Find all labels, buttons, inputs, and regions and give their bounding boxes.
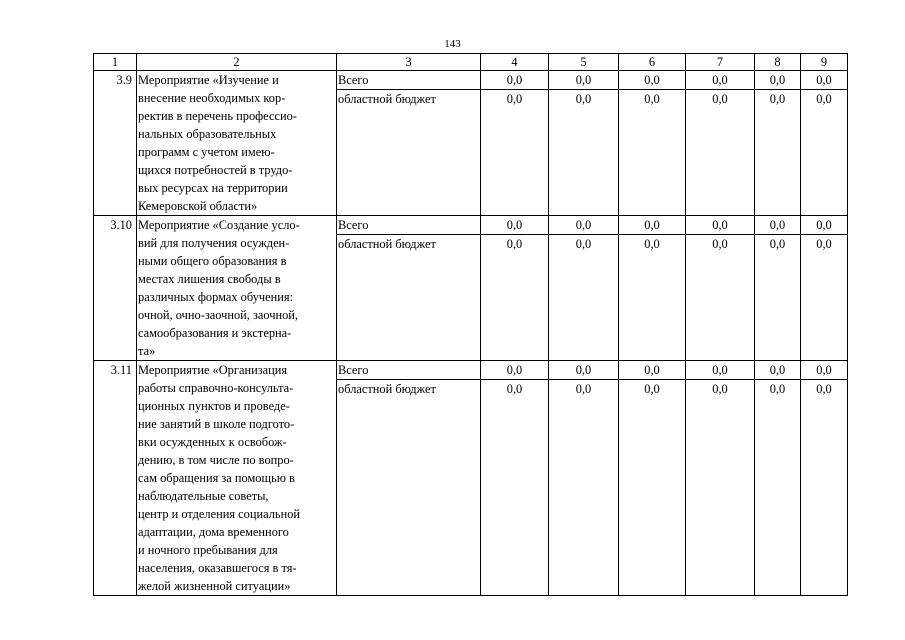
funding-value: 0,0 [755,71,801,90]
page-number: 143 [444,38,461,50]
table-row [94,361,848,380]
funding-source: Всего [337,216,481,235]
funding-value: 0,0 [481,235,549,361]
measure-number: 3.11 [94,361,137,596]
description-line: центр и отделения социальной [138,507,301,521]
description-line: щихся потребностей в трудо- [138,163,293,177]
measure-description [137,361,337,596]
description-line: дению, в том числе по вопро- [138,453,294,467]
funding-value: 0,0 [481,71,549,90]
header-cell: 8 [755,54,801,71]
budget-table [93,53,848,596]
funding-value: 0,0 [549,380,619,596]
description-line: наблюдательные советы, [138,489,269,503]
table-header-row [94,54,848,71]
funding-value: 0,0 [481,380,549,596]
description-line: населения, оказавшегося в тя- [138,561,297,575]
funding-source: Всего [337,71,481,90]
header-cell: 5 [549,54,619,71]
funding-value: 0,0 [619,90,686,216]
funding-value: 0,0 [549,235,619,361]
funding-value: 0,0 [686,380,755,596]
description-line: Кемеровской области» [138,199,258,213]
header-cell: 7 [686,54,755,71]
header-cell: 1 [94,54,137,71]
funding-value: 0,0 [549,216,619,235]
header-cell: 6 [619,54,686,71]
description-line: и ночного пребывания для [138,543,278,557]
funding-value: 0,0 [619,235,686,361]
funding-value: 0,0 [755,235,801,361]
funding-value: 0,0 [481,216,549,235]
funding-value: 0,0 [686,361,755,380]
funding-value: 0,0 [481,361,549,380]
funding-value: 0,0 [619,380,686,596]
funding-value: 0,0 [801,361,848,380]
header-cell: 9 [801,54,848,71]
description-line: ными общего образования в [138,254,287,268]
description-line: нальных образовательных [138,127,277,141]
funding-value: 0,0 [755,361,801,380]
funding-value: 0,0 [755,90,801,216]
table-row [94,216,848,235]
description-line: местах лишения свободы в [138,272,281,286]
description-line: Мероприятие «Создание усло- [138,218,300,232]
description-line: ционных пунктов и проведе- [138,399,290,413]
funding-source: Всего [337,361,481,380]
funding-value: 0,0 [755,380,801,596]
description-line: адаптации, дома временного [138,525,289,539]
funding-value: 0,0 [686,71,755,90]
funding-value: 0,0 [801,216,848,235]
funding-value: 0,0 [686,216,755,235]
funding-value: 0,0 [619,216,686,235]
description-line: та» [138,344,156,358]
description-line: внесение необходимых кор- [138,91,286,105]
funding-value: 0,0 [801,90,848,216]
description-line: различных формах обучения: [138,290,294,304]
funding-source: областной бюджет [337,90,481,216]
funding-value: 0,0 [549,71,619,90]
funding-value: 0,0 [619,71,686,90]
description-line: Мероприятие «Организация [138,363,288,377]
funding-value: 0,0 [549,361,619,380]
funding-value: 0,0 [481,90,549,216]
description-line: ректив в перечень профессио- [138,109,297,123]
header-cell: 3 [337,54,481,71]
header-cell: 2 [137,54,337,71]
measure-description [137,216,337,361]
funding-value: 0,0 [686,235,755,361]
description-line: очной, очно-заочной, заочной, [138,308,299,322]
funding-source: областной бюджет [337,380,481,596]
description-line: ние занятий в школе подгото- [138,417,295,431]
description-line: вки осужденных к освобож- [138,435,287,449]
measure-number: 3.10 [94,216,137,361]
measure-description [137,71,337,216]
header-cell: 4 [481,54,549,71]
description-line: желой жизненной ситуации» [138,579,291,593]
measure-number: 3.9 [94,71,137,216]
funding-value: 0,0 [549,90,619,216]
description-line: Мероприятие «Изучение и [138,73,279,87]
description-line: вий для получения осужден- [138,236,290,250]
funding-value: 0,0 [801,71,848,90]
funding-value: 0,0 [619,361,686,380]
funding-value: 0,0 [686,90,755,216]
funding-value: 0,0 [801,235,848,361]
funding-value: 0,0 [801,380,848,596]
description-line: работы справочно-консульта- [138,381,294,395]
table-row [94,71,848,90]
description-line: вых ресурсах на территории [138,181,288,195]
funding-source: областной бюджет [337,235,481,361]
description-line: программ с учетом имею- [138,145,275,159]
funding-value: 0,0 [755,216,801,235]
description-line: сам обращения за помощью в [138,471,295,485]
description-line: самообразования и экстерна- [138,326,292,340]
